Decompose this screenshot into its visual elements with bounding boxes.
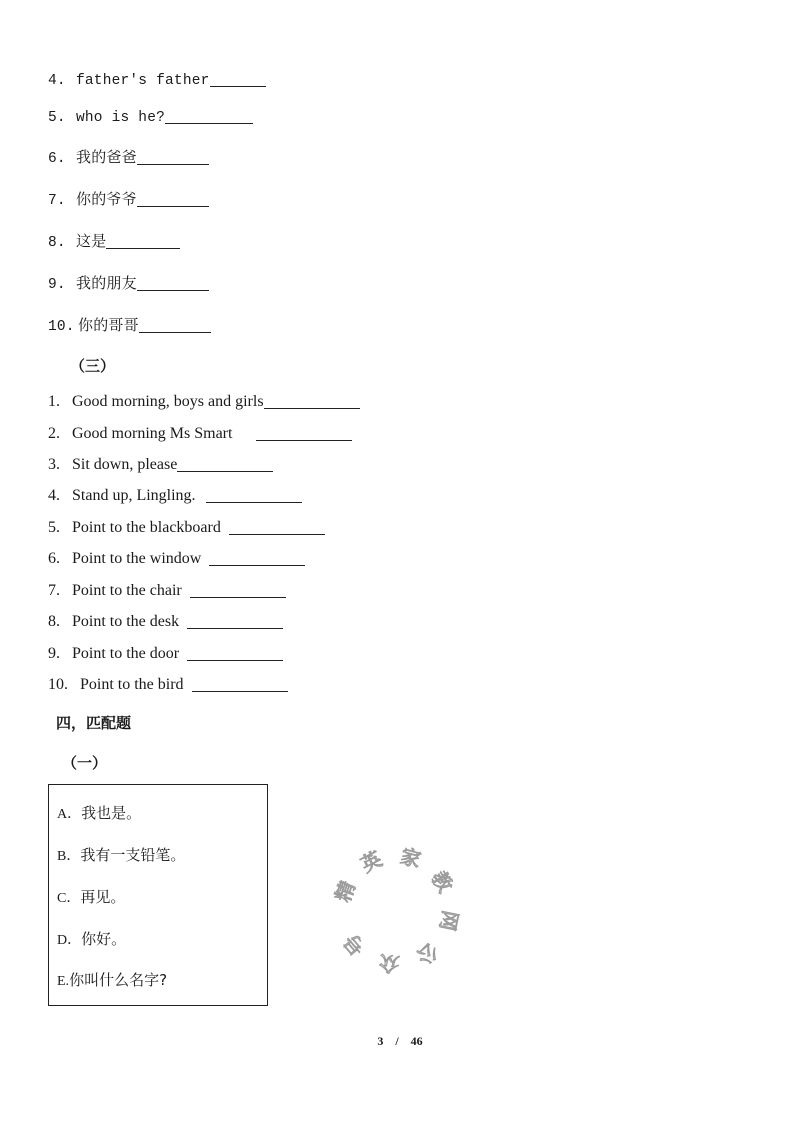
list-item: 4. Stand up, Lingling. [48,487,302,505]
list-item: 6. 我的爸爸 [48,146,209,167]
options-box [48,784,268,1006]
answer-blank[interactable] [209,564,305,566]
answer-blank[interactable] [190,596,286,598]
watermark-char: 家 [397,843,424,873]
answer-blank[interactable] [256,439,352,441]
answer-blank[interactable] [229,533,325,535]
answer-blank[interactable] [177,470,273,472]
list-item: 4. father's father [48,73,266,89]
answer-blank[interactable] [192,690,288,692]
list-item: 5. who is he? [48,110,253,126]
page-number: 3 / 46 [377,1034,423,1048]
list-item: 9. 我的朋友 [48,272,209,293]
list-item: 8. Point to the desk [48,613,283,631]
option-b: B．我有一支铅笔。 [57,846,186,864]
answer-blank[interactable] [106,247,180,249]
answer-blank[interactable] [187,659,283,661]
section-heading: 四，匹配题 [56,714,132,732]
option-a: A．我也是。 [57,804,142,822]
option-d: D．你好。 [57,930,127,948]
watermark-char: 网 [435,908,463,933]
list-item: 10. 你的哥哥 [48,314,211,335]
answer-blank[interactable] [139,331,211,333]
list-item: 7. 你的爷爷 [48,188,209,209]
watermark-char: 英 [357,846,386,878]
answer-blank[interactable] [206,501,302,503]
answer-blank[interactable] [264,407,360,409]
watermark-char: 公 [412,938,443,970]
answer-blank[interactable] [137,289,209,291]
watermark-char: 众 [377,950,401,977]
subsection-heading: （一） [62,754,108,772]
list-item: 1. Good morning, boys and girls [48,393,360,411]
list-item: 5. Point to the blackboard [48,519,325,537]
section-heading: （三） [70,357,116,375]
list-item: 10. Point to the bird [48,676,288,694]
watermark-stamp [326,840,466,980]
list-item: 9. Point to the door [48,645,283,663]
answer-blank[interactable] [137,163,209,165]
watermark-char: 号 [338,929,371,961]
list-item: 2. Good morning Ms Smart [48,425,352,443]
option-e: E.你叫什么名字? [57,971,168,989]
answer-blank[interactable] [210,85,266,87]
list-item: 3. Sit down, please [48,456,273,474]
watermark-char: 精 [330,877,360,906]
watermark-char: 教 [426,867,458,897]
list-item: 8. 这是 [48,230,180,251]
answer-blank[interactable] [137,205,209,207]
answer-blank[interactable] [165,122,253,124]
list-item: 7. Point to the chair [48,582,286,600]
option-c: C．再见。 [57,888,126,906]
list-item: 6. Point to the window [48,550,305,568]
answer-blank[interactable] [187,627,283,629]
